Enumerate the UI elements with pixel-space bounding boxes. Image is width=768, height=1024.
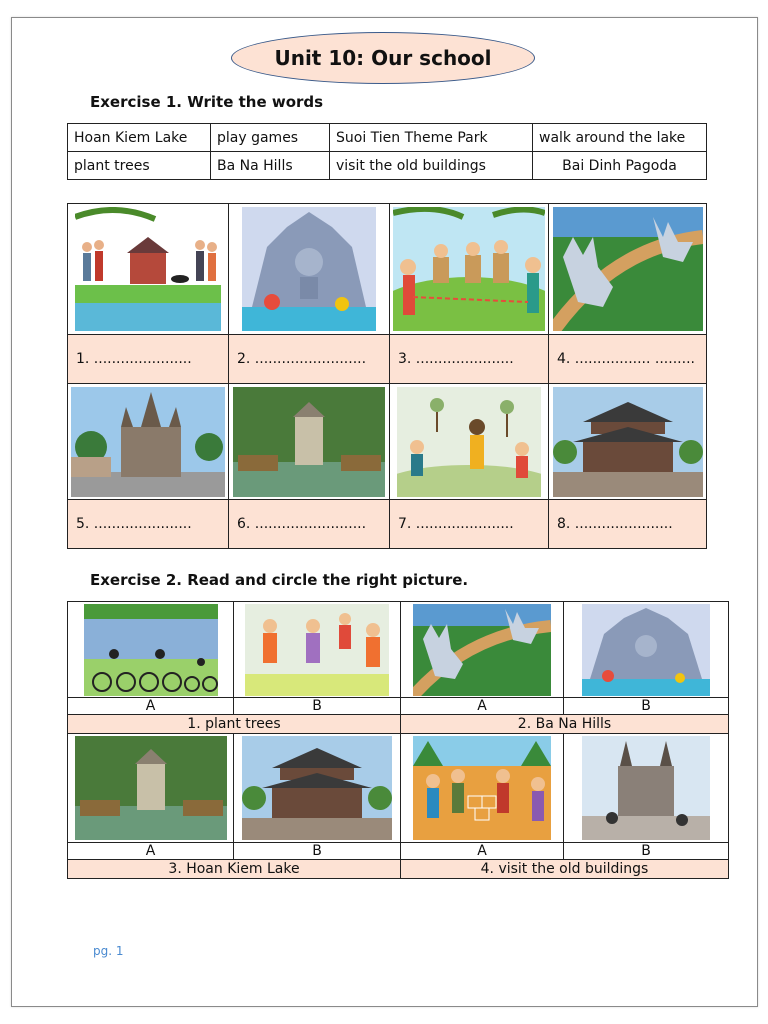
ba-na-hills-hands-image — [553, 207, 703, 331]
answer-blank[interactable]: 5. ...................... — [68, 500, 229, 549]
picture-cell — [549, 204, 707, 335]
answer-blank[interactable]: 8. ...................... — [549, 500, 707, 549]
word-cell: plant trees — [68, 152, 211, 180]
picture-row — [68, 602, 729, 698]
exercise1-heading: Exercise 1. Write the words — [90, 93, 324, 111]
answer-blank[interactable]: 4. ................. ......... — [549, 335, 707, 384]
word-cell: walk around the lake — [533, 124, 707, 152]
plant-trees-image — [245, 604, 389, 696]
table-row — [68, 124, 707, 152]
answer-blank[interactable]: 1. ...................... — [68, 335, 229, 384]
suoi-tien-park-image — [582, 604, 710, 696]
word-cell: Bai Dinh Pagoda — [533, 152, 707, 180]
question-row — [68, 715, 729, 734]
word-cell: play games — [211, 124, 330, 152]
answer-blank[interactable]: 6. ......................... — [229, 500, 390, 549]
option-a-picture[interactable] — [68, 602, 234, 698]
cycling-image — [84, 604, 218, 696]
question-label: 3. Hoan Kiem Lake — [68, 860, 401, 879]
word-cell: visit the old buildings — [330, 152, 533, 180]
picture-cell — [68, 204, 229, 335]
exercise2-heading: Exercise 2. Read and circle the right picture. — [90, 571, 469, 589]
worksheet-title: Unit 10: Our school — [231, 32, 535, 84]
word-bank-table — [67, 123, 707, 180]
option-a-label[interactable]: A — [68, 698, 234, 715]
hopscotch-game-image — [413, 736, 551, 840]
word-cell: Hoan Kiem Lake — [68, 124, 211, 152]
page-number: pg. 1 — [93, 944, 124, 958]
picture-row — [68, 734, 729, 843]
question-label: 2. Ba Na Hills — [401, 715, 729, 734]
option-b-label[interactable]: B — [234, 698, 401, 715]
picture-row — [68, 384, 707, 500]
answer-blank[interactable]: 2. ......................... — [229, 335, 390, 384]
picture-row — [68, 204, 707, 335]
answer-blank[interactable]: 7. ...................... — [390, 500, 549, 549]
exercise2-picture-grid — [67, 601, 729, 879]
option-a-label[interactable]: A — [401, 698, 564, 715]
table-row — [68, 152, 707, 180]
hoan-kiem-lake-image — [75, 736, 227, 840]
walk-around-lake-image — [75, 207, 221, 331]
option-row — [68, 843, 729, 860]
option-b-picture[interactable] — [234, 734, 401, 843]
option-b-label[interactable]: B — [564, 698, 729, 715]
option-b-picture[interactable] — [564, 602, 729, 698]
suoi-tien-park-image — [242, 207, 376, 331]
answer-blank[interactable]: 3. ...................... — [390, 335, 549, 384]
picture-cell — [229, 204, 390, 335]
option-b-label[interactable]: B — [234, 843, 401, 860]
option-a-label[interactable]: A — [401, 843, 564, 860]
option-a-label[interactable]: A — [68, 843, 234, 860]
option-a-picture[interactable] — [68, 734, 234, 843]
picture-cell — [68, 384, 229, 500]
option-b-picture[interactable] — [564, 734, 729, 843]
exercise1-picture-grid — [67, 203, 707, 549]
ba-na-hills-hands-image — [413, 604, 551, 696]
question-row — [68, 860, 729, 879]
picture-cell — [390, 384, 549, 500]
plant-trees-image — [397, 387, 541, 497]
old-buildings-image — [582, 736, 710, 840]
hoan-kiem-lake-image — [233, 387, 385, 497]
question-label: 4. visit the old buildings — [401, 860, 729, 879]
old-buildings-image — [71, 387, 225, 497]
option-a-picture[interactable] — [401, 734, 564, 843]
picture-cell — [229, 384, 390, 500]
option-b-picture[interactable] — [234, 602, 401, 698]
word-cell: Suoi Tien Theme Park — [330, 124, 533, 152]
bai-dinh-pagoda-image — [553, 387, 703, 497]
option-b-label[interactable]: B — [564, 843, 729, 860]
option-row — [68, 698, 729, 715]
answer-row — [68, 500, 707, 549]
picture-cell — [390, 204, 549, 335]
bai-dinh-pagoda-image — [242, 736, 392, 840]
play-games-image — [393, 207, 545, 331]
question-label: 1. plant trees — [68, 715, 401, 734]
option-a-picture[interactable] — [401, 602, 564, 698]
answer-row — [68, 335, 707, 384]
word-cell: Ba Na Hills — [211, 152, 330, 180]
picture-cell — [549, 384, 707, 500]
